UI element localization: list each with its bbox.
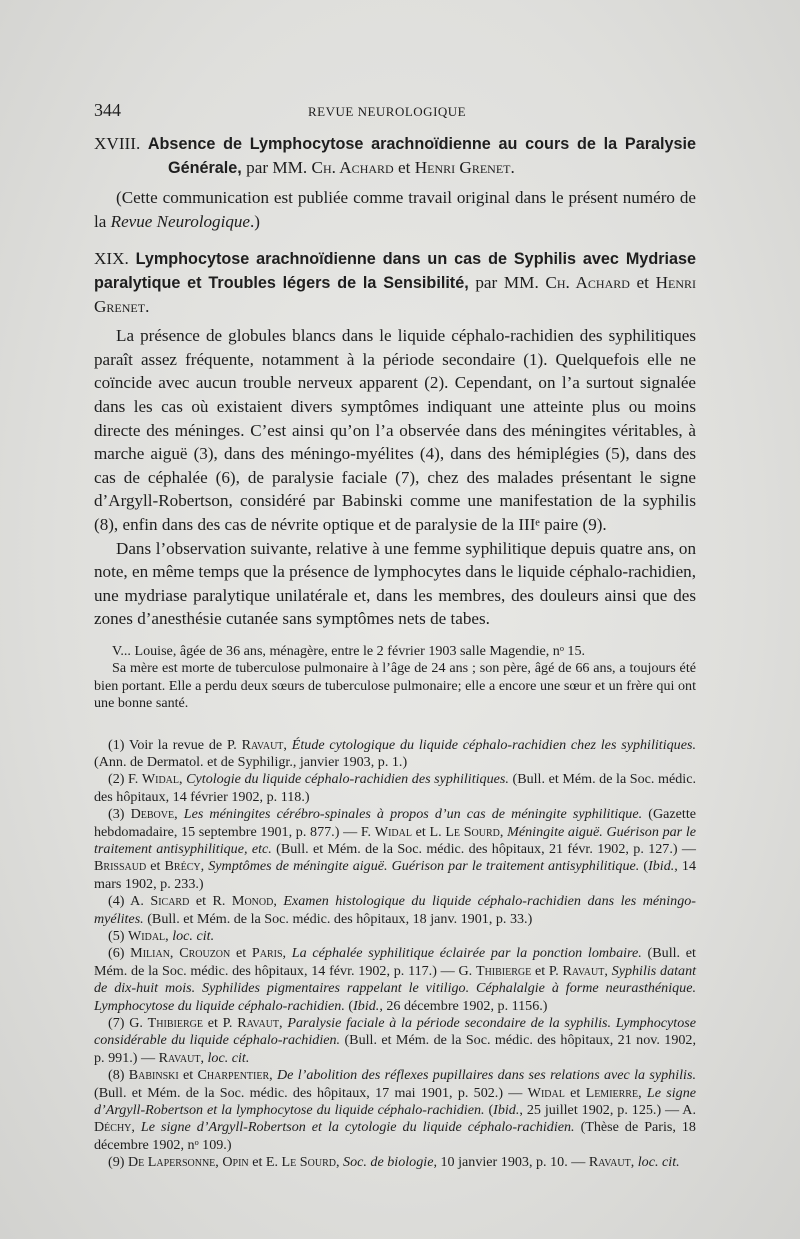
fn-text: et bbox=[570, 1084, 581, 1101]
conjunction: et bbox=[398, 158, 411, 177]
fn-text: , 26 décembre 1902, p. 1156.) bbox=[379, 997, 548, 1014]
fn-text: et L. bbox=[415, 823, 442, 840]
fn-text: (Bull. et Mém. de la Soc. médic. des hôpitaux, 17 mai 1901, p. 502.) — bbox=[94, 1084, 523, 1101]
running-head: REVUE NEUROLOGIQUE bbox=[308, 104, 467, 119]
body-paragraph: Dans l’observation suivante, relative à une femme syphilitique depuis quatre ans, on note, en même temps que la présence de lymphocytes dans le liquide céphalo-rachidien, une mydriase paralytique unilatérale et, dans les membres, des douleurs ainsi que des zones d’anesthésie cutanée sans symptômes nets de tabes. bbox=[94, 538, 696, 629]
fn-text: (Thèse de Paris, 18 décembre 1902, nᵒ 109.) bbox=[94, 1119, 696, 1153]
fn-author: Ravaut bbox=[241, 736, 284, 753]
fn-text: ( bbox=[488, 1102, 494, 1119]
fn-title: Cytologie du liquide céphalo-rachidien des syphilitiques. bbox=[186, 771, 509, 788]
fn-text: et E. bbox=[252, 1154, 279, 1171]
observation-block bbox=[94, 643, 696, 713]
fn-author: Thibierge bbox=[147, 1015, 203, 1032]
journal-title: Revue Neurologique bbox=[110, 211, 251, 231]
section-title: Lymphocytose arachnoïdienne dans un cas de Syphilis avec Mydriase paralytique et Troubles légers de la Sensibilité, bbox=[94, 250, 697, 293]
fn-text: , bbox=[279, 1015, 283, 1032]
fn-text: (1) Voir la revue de P. bbox=[108, 736, 237, 753]
fn-text: , bbox=[131, 1119, 135, 1136]
fn-text: et bbox=[150, 858, 161, 875]
fn-title: De l’abolition des réflexes pupillaires dans ses relations avec la syphilis. bbox=[276, 1067, 696, 1084]
fn-text: , bbox=[215, 1154, 219, 1171]
fn-title: Ibid. bbox=[648, 858, 675, 875]
fn-text: , bbox=[335, 1154, 340, 1171]
fn-author: Charpentier bbox=[197, 1067, 270, 1084]
fn-title: Les méningites cérébro-spinales à propos d’un cas de méningite syphilitique. bbox=[183, 806, 643, 823]
footnote bbox=[94, 1154, 696, 1171]
fn-author: Brécy bbox=[164, 858, 201, 875]
fn-author: Ravaut bbox=[158, 1049, 201, 1066]
fn-text: et P. bbox=[207, 1015, 233, 1032]
author-name: Henri Grenet. bbox=[94, 273, 696, 317]
body-paragraph: La présence de globules blancs dans le liquide céphalo-rachidien des syphilitiques paraît assez fréquente, notamment à la période secondaire (1). Quelquefois elle ne coïncide avec aucun trouble nerveux apparent (2). Cependant, on l’a surtout signalée dans les cas où existaient divers symptômes indiquant une atteinte plus ou moins directe des méninges. C’est ainsi qu’on l’a observée dans des méningites véritables, à marche aiguë (3), dans des méningo-myélites (4), dans des hémiplégies (5), dans des cas de céphalée (6), de paralysie faciale (7), chez des malades présentant le signe d’Argyll-Robertson, considéré par Babinski comme une manifestation de la syphilis (8), enfin dans des cas de névrite optique et de paralysie de la IIIᵉ paire (9). bbox=[94, 326, 696, 534]
fn-title: loc. cit. bbox=[172, 928, 215, 944]
footnote bbox=[94, 1015, 696, 1067]
fn-author: De Lapersonne bbox=[127, 1154, 216, 1171]
fn-author: Paris bbox=[251, 945, 283, 962]
fn-text: et bbox=[183, 1067, 194, 1084]
fn-author: Lemierre bbox=[585, 1084, 639, 1101]
fn-title: Paralysie faciale à la période secondaire de la syphilis. Lymphocytose considérable du liquide céphalo-rachidien. bbox=[94, 1015, 696, 1049]
fn-text: , bbox=[165, 928, 169, 944]
fn-text: ( bbox=[643, 858, 649, 875]
fn-text: (Ann. de Dermatol. et de Syphiligr., janvier 1903, p. 1.) bbox=[94, 753, 408, 770]
section-number: XIX. bbox=[94, 249, 129, 269]
footnote bbox=[94, 893, 696, 928]
footnote bbox=[94, 771, 696, 806]
section-xix bbox=[94, 247, 696, 712]
fn-text: , bbox=[179, 771, 183, 788]
footnote bbox=[94, 928, 696, 945]
fn-text: , bbox=[273, 893, 277, 910]
fn-text: (2) F. bbox=[108, 771, 139, 788]
conjunction: et bbox=[636, 273, 649, 293]
fn-author: Debove bbox=[130, 806, 175, 823]
fn-text: (Bull. et Mém. de la Soc. médic. des hôpitaux, 14 février 1902, p. 118.) bbox=[94, 771, 696, 805]
fn-text: , 10 janvier 1903, p. 10. — bbox=[433, 1154, 586, 1171]
fn-title: Étude cytologique du liquide céphalo-rachidien chez les syphilitiques. bbox=[291, 736, 696, 753]
fn-text: (7) G. bbox=[108, 1015, 143, 1032]
fn-author: Crouzon bbox=[179, 945, 231, 962]
fn-title: Symptômes de méningite aiguë. Guérison par le traitement antisyphilitique. bbox=[208, 858, 640, 875]
fn-text: , bbox=[200, 858, 205, 875]
section-title: Absence de Lymphocytose arachnoïdienne au cours de la Paralysie Générale, bbox=[147, 135, 697, 177]
fn-title: Le signe d’Argyll-Robertson et la cytologie du liquide céphalo-rachidien. bbox=[140, 1119, 575, 1136]
page-content bbox=[94, 100, 696, 1172]
footnote bbox=[94, 1067, 696, 1154]
fn-author: Babinski bbox=[128, 1067, 179, 1084]
fn-text: , bbox=[604, 962, 608, 979]
footnotes bbox=[94, 737, 696, 1172]
fn-author: Milian bbox=[130, 945, 170, 962]
footnote bbox=[94, 737, 696, 772]
fn-author: Widal bbox=[527, 1084, 565, 1101]
fn-author: Ravaut bbox=[562, 962, 605, 979]
fn-text: (Gazette hebdomadaire, 15 septembre 1901, p. 877.) — F. bbox=[94, 806, 696, 840]
footnote bbox=[94, 806, 696, 893]
fn-text: (4) A. bbox=[108, 893, 144, 910]
footnote bbox=[94, 945, 696, 1015]
fn-title: Ibid. bbox=[353, 997, 380, 1014]
fn-text: (8) bbox=[108, 1067, 125, 1084]
fn-author: Opin bbox=[222, 1154, 249, 1171]
fn-text: (3) bbox=[108, 806, 125, 823]
fn-author: Ravaut bbox=[237, 1015, 280, 1032]
fn-title: Examen histologique du liquide céphalo-rachidien dans les méningo-myélites. bbox=[94, 893, 696, 927]
fn-author: Sicard bbox=[150, 893, 190, 910]
fn-text: ( bbox=[348, 997, 354, 1014]
author-name: Ch. Achard bbox=[545, 273, 630, 293]
fn-text: (Bull. et Mém. de la Soc. médic. des hôpitaux, 18 janv. 1901, p. 33.) bbox=[147, 910, 533, 927]
fn-author: Déchy bbox=[94, 1119, 132, 1136]
fn-title: Le signe d’Argyll-Robertson et la lymphocytose du liquide céphalo-rachidien. bbox=[94, 1084, 697, 1119]
fn-text: , bbox=[169, 945, 174, 962]
fn-author: Le Sourd bbox=[281, 1154, 336, 1171]
fn-author: Widal bbox=[141, 771, 180, 788]
fn-title: loc. cit. bbox=[637, 1154, 680, 1171]
section-xviii-note bbox=[94, 186, 696, 233]
fn-title: La céphalée syphilitique éclairée par la ponction lombaire. bbox=[291, 945, 642, 962]
note-text: .) bbox=[250, 211, 260, 231]
byline-par: par MM. bbox=[246, 158, 308, 177]
fn-title: loc. cit. bbox=[207, 1049, 250, 1066]
observation-line: V... Louise, âgée de 36 ans, ménagère, entre le 2 février 1903 salle Magendie, nᵒ 15. bbox=[112, 642, 586, 659]
fn-text: et P. bbox=[535, 962, 559, 979]
fn-author: Widal bbox=[127, 928, 166, 944]
fn-author: Le Sourd bbox=[445, 823, 500, 840]
fn-text: , bbox=[269, 1067, 273, 1084]
author-name: Ch. Achard bbox=[311, 158, 394, 177]
byline-par: par MM. bbox=[475, 273, 539, 293]
fn-title: Méningite aiguë. Guérison par le traitement antisyphilitique, etc. bbox=[94, 823, 697, 857]
fn-text: (Bull. et Mém. de la Soc. médic. des hôpitaux, 21 nov. 1902, p. 991.) — bbox=[94, 1032, 696, 1066]
fn-text: (6) bbox=[108, 945, 125, 962]
fn-author: Widal bbox=[374, 823, 412, 840]
fn-text: , 14 mars 1902, p. 233.) bbox=[94, 858, 696, 892]
fn-text: (Bull. et Mém. de la Soc. médic. des hôpitaux, 14 févr. 1902, p. 117.) — G. bbox=[94, 945, 696, 979]
page-header bbox=[94, 100, 696, 122]
author-name: Henri Grenet. bbox=[414, 158, 515, 177]
fn-author: Monod bbox=[231, 893, 274, 910]
fn-title: Ibid. bbox=[493, 1102, 520, 1119]
fn-author: Brissaud bbox=[94, 858, 147, 875]
section-xviii bbox=[94, 132, 696, 233]
fn-text: , bbox=[630, 1154, 635, 1171]
fn-author: Ravaut bbox=[588, 1154, 631, 1171]
section-xix-heading bbox=[94, 247, 696, 318]
fn-text: , bbox=[282, 945, 287, 962]
fn-title: Syphilis datant de dix-huit mois. Syphilides pigmentaires rappelant le vitiligo. Céphalalgie à forme neurasthénique. Lymphocytose du liquide céphalo-rachidien. bbox=[94, 962, 697, 1014]
section-xviii-heading bbox=[94, 132, 696, 180]
fn-text: (5) bbox=[108, 928, 125, 944]
fn-text: et R. bbox=[195, 893, 226, 910]
fn-text: , bbox=[638, 1084, 642, 1101]
fn-text: , 25 juillet 1902, p. 125.) — A. bbox=[519, 1102, 696, 1119]
fn-text: (9) bbox=[108, 1154, 125, 1171]
fn-author: Thibierge bbox=[475, 962, 532, 979]
fn-text: (Bull. et Mém. de la Soc. médic. des hôpitaux, 21 févr. 1902, p. 127.) — bbox=[276, 840, 696, 857]
fn-text: et bbox=[236, 945, 247, 962]
section-number: XVIII. bbox=[94, 134, 141, 153]
fn-title: Soc. de biologie bbox=[343, 1154, 434, 1171]
observation-line: Sa mère est morte de tuberculose pulmonaire à l’âge de 24 ans ; son père, âgé de 66 ans, a toujours été bien portant. Elle a perdu deux sœurs de tuberculose pulmonaire; elle a encore une sœur et un frère qui ont une bonne santé. bbox=[94, 660, 696, 712]
fn-text: , bbox=[200, 1049, 204, 1066]
note-text: (Cette communication est publiée comme travail original dans le présent numéro de la bbox=[94, 188, 696, 231]
fn-text: , bbox=[283, 736, 287, 753]
fn-text: , bbox=[499, 823, 504, 840]
page-number: 344 bbox=[94, 100, 121, 120]
fn-text: , bbox=[174, 806, 178, 823]
